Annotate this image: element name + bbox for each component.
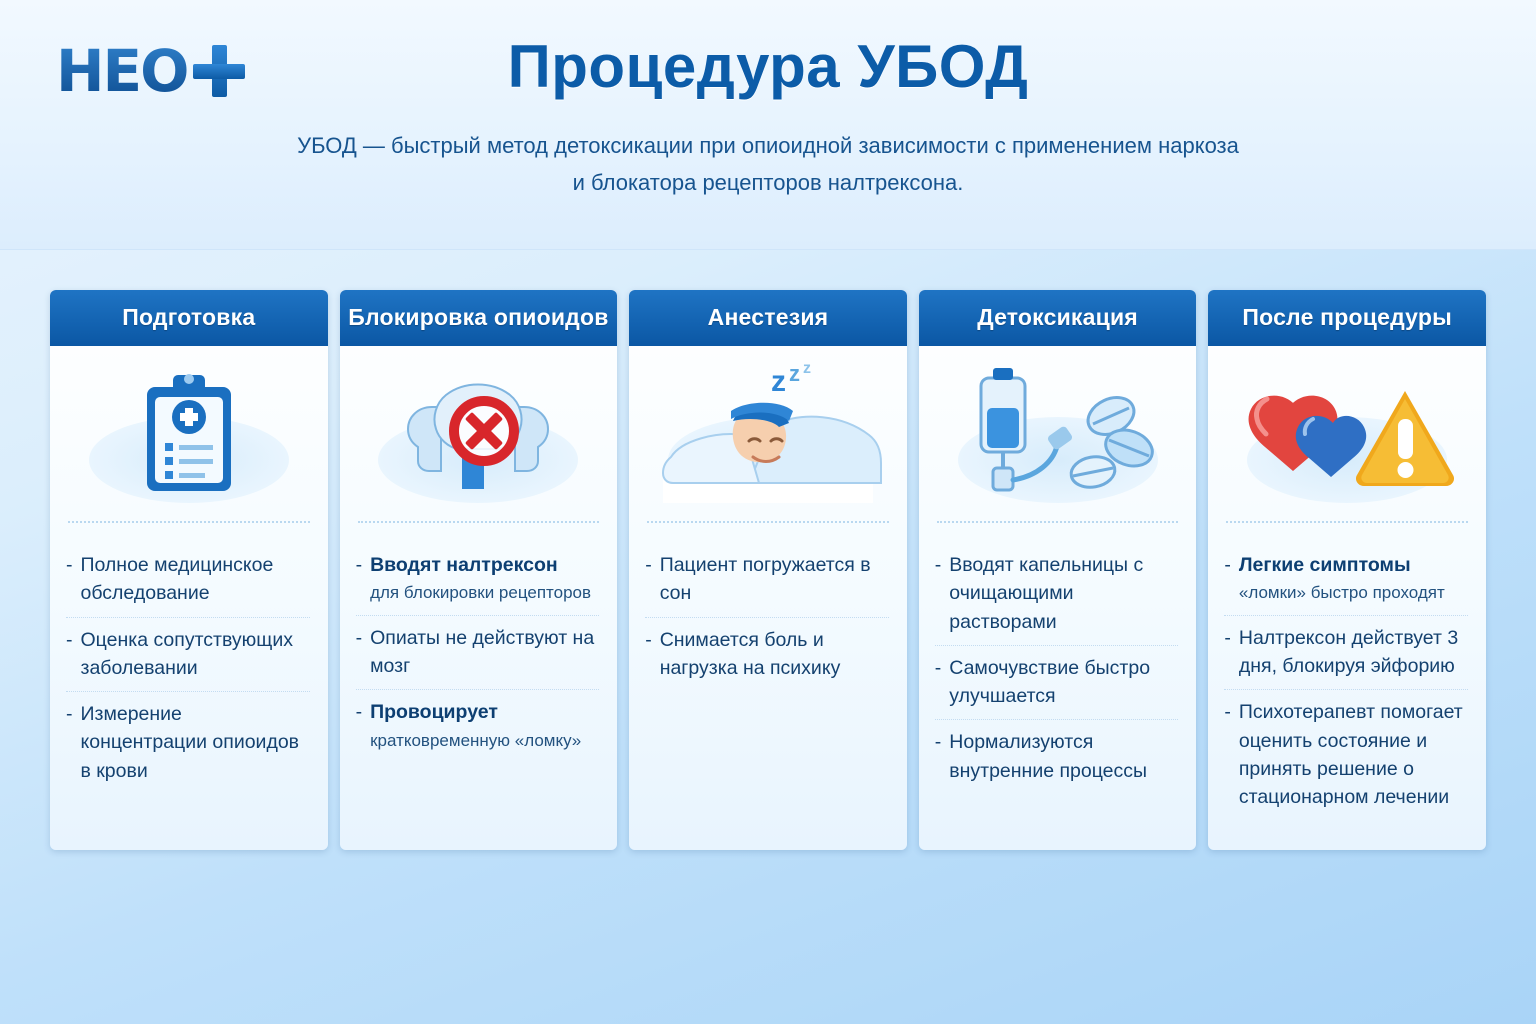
bullet-text: Нормализуются внутренние процессы [949, 731, 1148, 782]
bullet-dash: - [1224, 626, 1231, 649]
list-item [356, 615, 600, 690]
list-item [1224, 689, 1468, 820]
list-item [935, 719, 1179, 794]
step-card-posle-procedury [1208, 290, 1486, 850]
step-title: Блокировка опиоидов [340, 290, 618, 346]
bullet-text: Полное медицинское обследование [80, 554, 274, 605]
step-title: Подготовка [50, 290, 328, 346]
iv-drip-pills-icon [919, 346, 1197, 521]
bullet-text: Самочувствие быстро улучшается [949, 656, 1151, 708]
list-item [66, 543, 310, 617]
step-bullets [50, 523, 328, 850]
list-item [935, 543, 1179, 645]
bullet-text: Измерение концентрации опиоидов в крови [80, 703, 300, 782]
steps-container [50, 290, 1486, 850]
step-bullets [629, 523, 907, 850]
bullet-text: Вводят капельницы с очищающими растворами [949, 554, 1144, 633]
bullet-dash: - [645, 628, 652, 651]
bullet-dash: - [645, 554, 652, 576]
bullet-dash: - [66, 554, 73, 576]
svg-text:z: z [770, 364, 786, 398]
step-bullets [340, 523, 618, 850]
bullet-subtext: кратковременную «ломку» [370, 730, 582, 750]
bullet-dash: - [934, 731, 942, 754]
step-card-anesteziya [629, 290, 907, 850]
step-bullets [919, 523, 1197, 850]
subtitle-line-1: УБОД — быстрый метод детоксикации при опиоидной зависимости с применением наркоза [297, 133, 1239, 158]
list-item [645, 543, 889, 617]
list-item [1224, 615, 1468, 690]
list-item [935, 645, 1179, 720]
bullet-dash: - [934, 656, 942, 679]
step-title: Анестезия [629, 290, 907, 346]
list-item [356, 689, 600, 762]
list-item [66, 691, 310, 794]
step-bullets [1208, 523, 1486, 850]
bullet-text: Снимается боль и нагрузка на психику [659, 628, 841, 679]
step-card-detoksikaciya [919, 290, 1197, 850]
bullet-text [370, 551, 591, 606]
svg-text:z: z [802, 359, 811, 377]
bullet-dash: - [355, 554, 363, 576]
brain-blocked-icon [340, 346, 618, 521]
bullet-subtext: «ломки» быстро проходят [1238, 583, 1445, 603]
bullet-text [1239, 551, 1445, 606]
subtitle-line-2: и блокатора рецепторов налтрексона. [572, 170, 964, 196]
step-title: После процедуры [1208, 290, 1486, 346]
clipboard-medical-icon [50, 346, 328, 521]
page-title: Процедура УБОД [507, 33, 1029, 100]
logo-text: HEO [56, 37, 188, 105]
svg-text:z: z [788, 360, 800, 386]
list-item [645, 617, 889, 692]
bullet-dash: - [934, 554, 942, 576]
step-card-podgotovka [50, 290, 328, 850]
list-item [66, 617, 310, 692]
bullet-text [370, 698, 581, 753]
bullet-dash: - [1224, 554, 1231, 576]
bullet-text-strong: Вводят налтрексон [370, 554, 558, 576]
bullet-dash: - [66, 703, 73, 726]
heart-warning-icon [1208, 346, 1486, 521]
bullet-subtext: для блокировки рецепторов [370, 583, 592, 603]
bullet-dash: - [355, 701, 363, 724]
list-item [1224, 543, 1468, 615]
sleeping-patient-icon [629, 346, 907, 521]
bullet-dash: - [355, 626, 363, 649]
page-header [0, 0, 1536, 250]
plus-icon [193, 45, 245, 97]
bullet-text-strong: Провоцирует [370, 701, 498, 724]
bullet-text: Опиаты не действуют на мозг [370, 626, 595, 678]
page-subtitle [178, 127, 1358, 202]
bullet-text-strong: Легкие симптомы [1238, 554, 1411, 576]
bullet-text: Пациент погружается в сон [659, 554, 871, 605]
step-title: Детоксикация [919, 290, 1197, 346]
bullet-text: Налтрексон действует 3 дня, блокируя эйфорию [1238, 626, 1459, 678]
bullet-dash: - [66, 628, 73, 651]
bullet-text: Психотерапевт помогает оценить состояние и принять решение о стационарном лечении [1238, 701, 1463, 809]
step-card-blokirovka-opioidov [340, 290, 618, 850]
list-item [356, 543, 600, 615]
bullet-dash: - [1224, 701, 1231, 724]
brand-logo [56, 36, 296, 106]
bullet-text: Оценка сопутствующих заболевании [80, 628, 293, 679]
